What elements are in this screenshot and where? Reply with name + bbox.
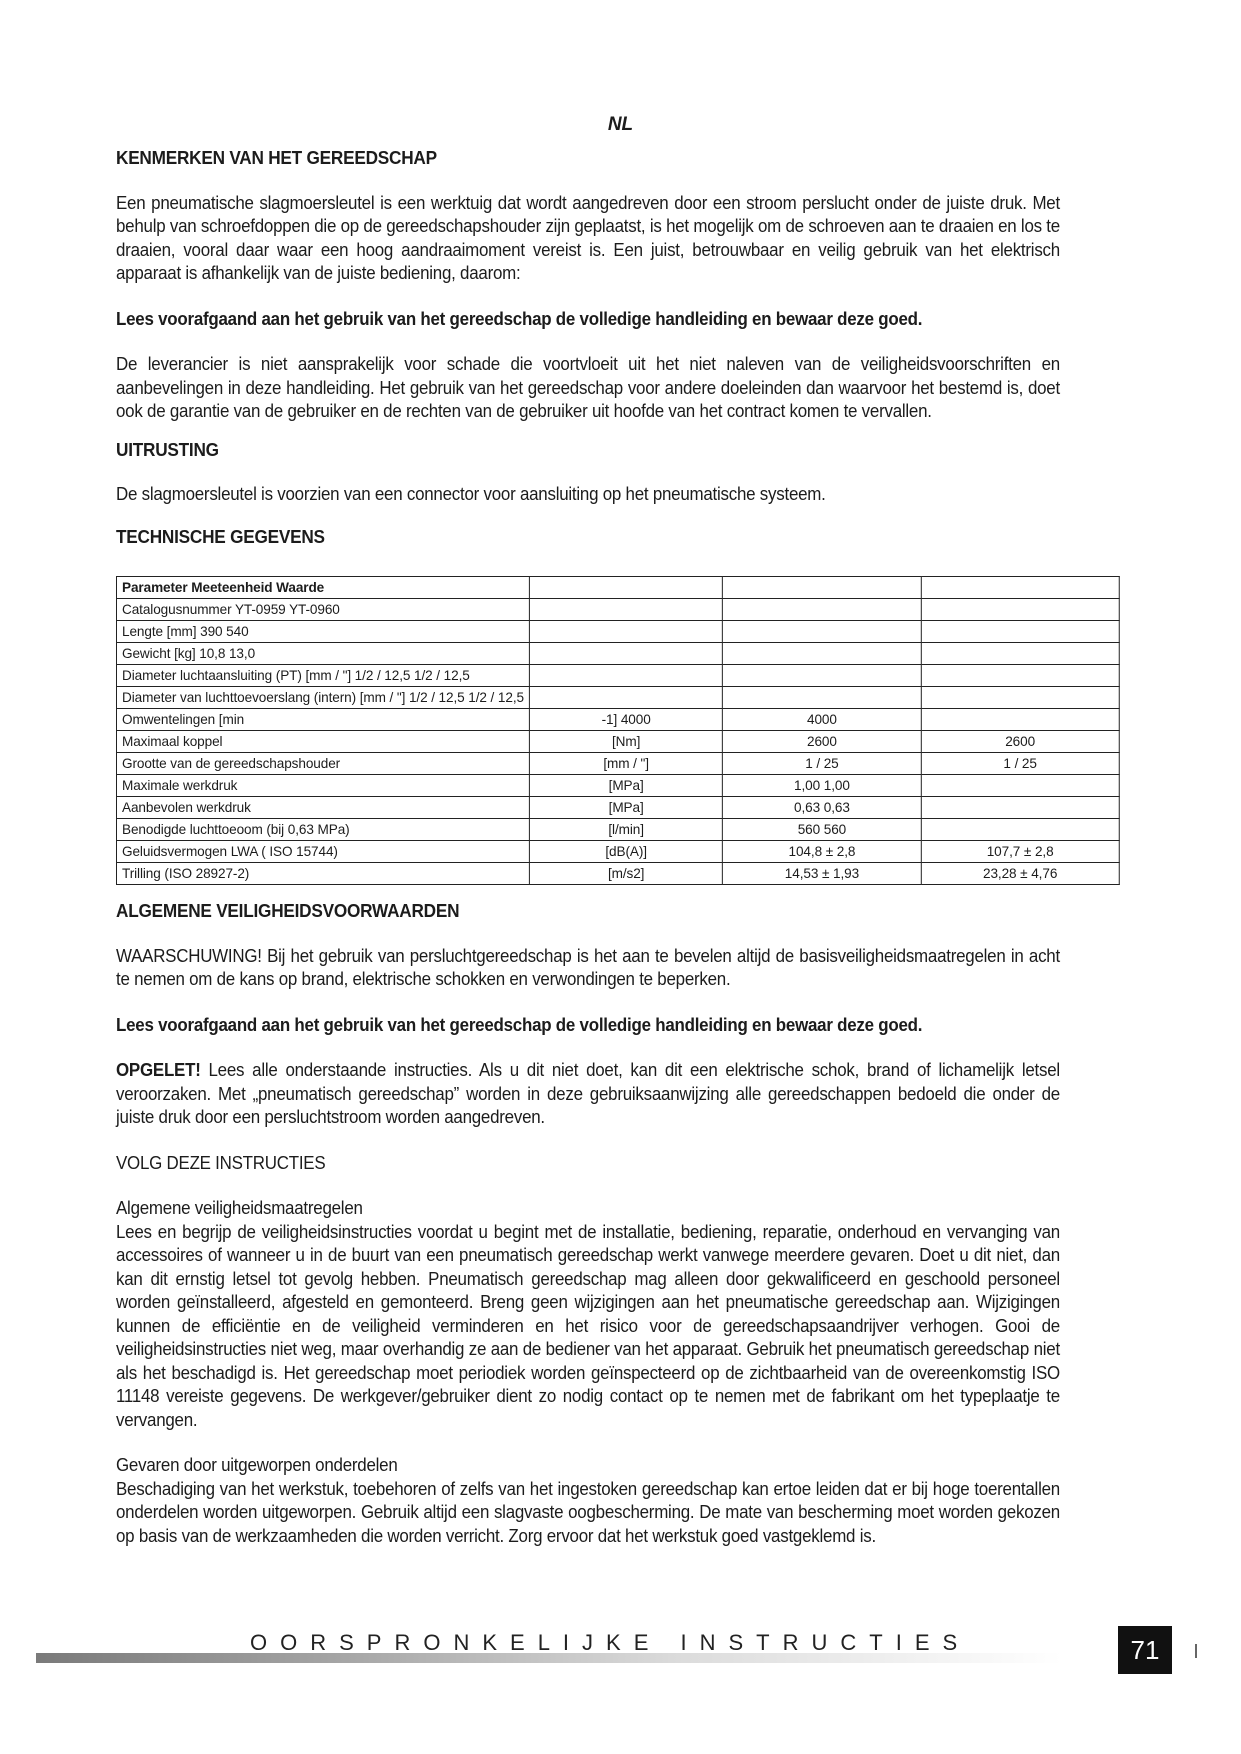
spec-cell: 104,8 ± 2,8 <box>723 841 921 863</box>
spec-row <box>116 797 1119 819</box>
spec-row <box>116 841 1119 863</box>
spec-cell <box>921 577 1119 599</box>
spec-cell: Trilling (ISO 28927-2) <box>116 863 529 885</box>
spec-row <box>116 863 1119 885</box>
spec-cell <box>921 665 1119 687</box>
spec-cell: 107,7 ± 2,8 <box>921 841 1119 863</box>
spec-cell: Parameter Meeteenheid Waarde <box>116 577 529 599</box>
gevaren-paragraph: Beschadiging van het werkstuk, toebehoren of zelfs van het ingestoken gereedschap kan ertoe leiden dat er bij hoge toerentallen onderdelen worden uitgeworpen. Gebruik altijd een slagvaste oogbescherming. De mate van bescherming moet worden gekozen op basis van de werkzaamheden die worden verricht. Zorg ervoor dat het werkstuk goed vastgeklemd is. <box>116 1478 1060 1546</box>
opgelet-paragraph <box>116 1059 1060 1130</box>
spec-row <box>116 753 1119 775</box>
uitrusting-paragraph: De slagmoersleutel is voorzien van een connector voor aansluiting op het pneumatische systeem. <box>116 484 826 504</box>
spec-row <box>116 643 1119 665</box>
gevaren-title: Gevaren door uitgeworpen onderdelen <box>116 1455 398 1475</box>
opgelet-label: OPGELET! <box>116 1060 201 1080</box>
spec-cell: Aanbevolen werkdruk <box>116 797 529 819</box>
spec-cell: Maximale werkdruk <box>116 775 529 797</box>
spec-row <box>116 819 1119 841</box>
spec-cell <box>529 665 722 687</box>
spec-row <box>116 775 1119 797</box>
section-title-algemene: ALGEMENE VEILIGHEIDSVOORWAARDEN <box>116 900 460 921</box>
spec-cell <box>921 687 1119 709</box>
section-title-uitrusting: UITRUSTING <box>116 438 219 460</box>
spec-row <box>116 665 1119 687</box>
spec-cell <box>723 665 921 687</box>
section-title-technische: TECHNISCHE GEGEVENS <box>116 525 325 547</box>
spec-cell <box>723 687 921 709</box>
opgelet-text: Lees alle onderstaande instructies. Als u dit niet doet, kan dit een elektrische schok, brand of lichamelijk letsel veroorzaken. Met „pneumatisch gereedschap” worden in deze gebruiksaanwijzing alle gereedschappen bedoeld die onder de juiste druk door een persluchtstroom worden aangedreven. <box>116 1060 1060 1127</box>
maatregelen-paragraph: Lees en begrijp de veiligheidsinstructies voordat u begint met de installatie, bediening, reparatie, onderhoud en vervanging van accessoires of wanneer u in de buurt van een pneumatisch gereedschap werkt vanwege meerdere gevaren. Doet u dit niet, dan kan dit ernstig letsel tot gevolg hebben. Pneumatisch gereedschap mag alleen door gekwalificeerd en geschoold personeel worden geïnstalleerd, afgesteld en gemonteerd. Breng geen wijzigingen aan het pneumatische gereedschap aan. Wijzigingen kunnen de efficiëntie en de veiligheid verminderen en het risico voor de gereedschapsaandrijver verhogen. Gooi de veiligheidsinstructies niet weg, maar overhandig ze aan de bediener van het apparaat. Gebruik het pneumatisch gereedschap niet als het beschadigd is. Het gereedschap moet periodiek worden geïnspecteerd op de zichtbaarheid van de overeenkomstig ISO 11148 vereiste gegevens. De werkgever/gebruiker dient zo nodig contact op te nemen met de fabrikant om het typeplaatje te vervangen. <box>116 1221 1060 1430</box>
spec-cell: [dB(A)] <box>529 841 722 863</box>
maatregelen-title: Algemene veiligheidsmaatregelen <box>116 1198 363 1218</box>
waarschuwing-paragraph: WAARSCHUWING! Bij het gebruik van persluchtgereedschap is het aan te bevelen altijd de basisveiligheidsmaatregelen in acht te nemen om de kans op brand, elektrische schokken en verwondingen te beperken. <box>116 945 1060 989</box>
spec-row <box>116 577 1119 599</box>
page-number: 71 <box>1118 1626 1172 1674</box>
spec-cell: 560 560 <box>723 819 921 841</box>
spec-cell <box>723 621 921 643</box>
spec-cell: 4000 <box>723 709 921 731</box>
spec-cell <box>921 819 1119 841</box>
spec-cell: [mm / "] <box>529 753 722 775</box>
spec-row <box>116 731 1119 753</box>
spec-table <box>116 576 1120 885</box>
spec-cell <box>921 643 1119 665</box>
spec-cell <box>921 797 1119 819</box>
spec-cell: 1,00 1,00 <box>723 775 921 797</box>
page-content <box>116 146 1060 1548</box>
read-manual-notice: Lees voorafgaand aan het gebruik van het gereedschap de volledige handleiding en bewaar deze goed. <box>116 308 923 329</box>
spec-cell <box>529 599 722 621</box>
spec-cell: Grootte van de gereedschapshouder <box>116 753 529 775</box>
spec-cell <box>529 687 722 709</box>
spec-cell <box>529 643 722 665</box>
spec-cell: 2600 <box>723 731 921 753</box>
spec-cell <box>921 709 1119 731</box>
spec-row <box>116 709 1119 731</box>
spec-cell <box>529 577 722 599</box>
spec-cell: Diameter van luchttoevoerslang (intern) [mm / "] 1/2 / 12,5 1/2 / 12,5 <box>116 687 529 709</box>
leverancier-paragraph: De leverancier is niet aansprakelijk voor schade die voortvloeit uit het niet naleven van de veiligheidsvoorschriften en aanbevelingen in deze handleiding. Het gebruik van het gereedschap voor andere doeleinden dan waarvoor het bestemd is, doet ook de garantie van de gebruiker en de rechten van de gebruiker uit hoofde van het contract komen te vervallen. <box>116 354 1060 421</box>
language-label: NL <box>607 114 634 135</box>
spec-cell: [MPa] <box>529 797 722 819</box>
spec-cell <box>723 643 921 665</box>
spec-cell: [Nm] <box>529 731 722 753</box>
spec-cell <box>921 599 1119 621</box>
spec-cell <box>921 775 1119 797</box>
spec-cell: Maximaal koppel <box>116 731 529 753</box>
spec-cell: [l/min] <box>529 819 722 841</box>
volg-title: VOLG DEZE INSTRUCTIES <box>116 1152 326 1173</box>
page-edge-mark <box>1195 1644 1197 1658</box>
spec-cell: [MPa] <box>529 775 722 797</box>
spec-cell: 23,28 ± 4,76 <box>921 863 1119 885</box>
spec-cell: -1] 4000 <box>529 709 722 731</box>
spec-cell: 1 / 25 <box>921 753 1119 775</box>
spec-row <box>116 687 1119 709</box>
kenmerken-paragraph: Een pneumatische slagmoersleutel is een werktuig dat wordt aangedreven door een stroom perslucht onder de juiste druk. Met behulp van schroefdoppen die op de gereedschapshouder zijn geplaatst, is het mogelijk om de schroeven aan te draaien en los te draaien, vooral daar waar een hoog aandraaimoment vereist is. Een juist, betrouwbaar en veilig gebruik van het elektrisch apparaat is afhankelijk van de juiste bediening, daarom: <box>116 192 1060 283</box>
spec-cell <box>529 621 722 643</box>
spec-cell: Geluidsvermogen LWA ( ISO 15744) <box>116 841 529 863</box>
spec-cell <box>921 621 1119 643</box>
spec-cell: Omwentelingen [min <box>116 709 529 731</box>
spec-cell: Benodigde luchttoeoom (bij 0,63 MPa) <box>116 819 529 841</box>
spec-cell: 14,53 ± 1,93 <box>723 863 921 885</box>
spec-row <box>116 599 1119 621</box>
spec-cell: Catalogusnummer YT-0959 YT-0960 <box>116 599 529 621</box>
spec-cell: Diameter luchtaansluiting (PT) [mm / "] 1/2 / 12,5 1/2 / 12,5 <box>116 665 529 687</box>
spec-cell: 2600 <box>921 731 1119 753</box>
footer-title: OORSPRONKELIJKE INSTRUCTIES <box>250 1630 971 1655</box>
spec-cell: 1 / 25 <box>723 753 921 775</box>
spec-cell: Lengte [mm] 390 540 <box>116 621 529 643</box>
spec-cell <box>723 577 921 599</box>
spec-cell <box>723 599 921 621</box>
read-manual-notice-2: Lees voorafgaand aan het gebruik van het gereedschap de volledige handleiding en bewaar deze goed. <box>116 1014 923 1035</box>
spec-row <box>116 621 1119 643</box>
spec-cell: 0,63 0,63 <box>723 797 921 819</box>
spec-cell: [m/s2] <box>529 863 722 885</box>
spec-cell: Gewicht [kg] 10,8 13,0 <box>116 643 529 665</box>
section-title-kenmerken: KENMERKEN VAN HET GEREEDSCHAP <box>116 147 437 168</box>
